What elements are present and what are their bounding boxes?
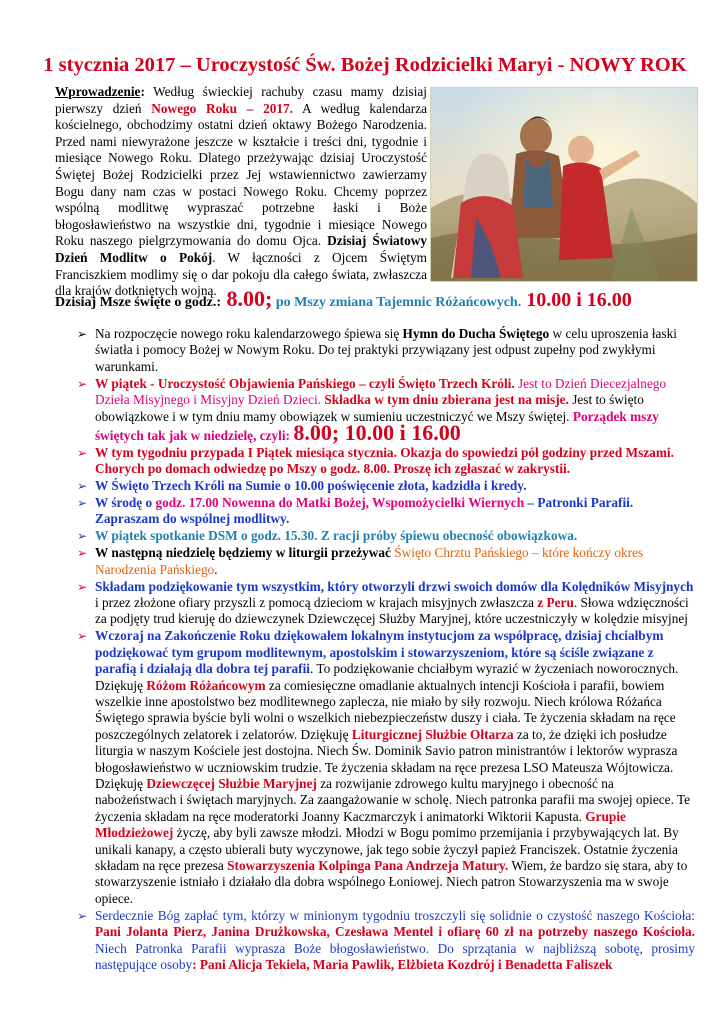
first-friday-note: W tym tygodniu przypada I Piątek miesiąca stycznia. Okazja do spowiedzi pół godziny przed Mszami. Chorych po domach odwiedzę po Mszy o godz. 8.00. Proszę ich zgłaszać w zakrystii. xyxy=(95,444,674,477)
rosary-change-note: po Mszy zmiana Tajemnic Różańcowych. xyxy=(272,295,522,310)
intro-label: Wprowadzenie xyxy=(55,84,141,99)
list-item xyxy=(77,579,695,628)
arrow-bullet-icon: ➢ xyxy=(77,629,88,644)
baptism-feast-end: Narodzenia Pańskiego xyxy=(95,561,215,577)
mission-day-note: Jest to Dzień Diecezjalnego Dzieła Misyjnego i Misyjny Dzień Dzieci. xyxy=(95,375,667,408)
list-item xyxy=(77,445,695,478)
mass-time-sep: i xyxy=(571,289,587,311)
arrow-bullet-icon: ➢ xyxy=(77,546,88,561)
intro-peace-day: Dzisiaj Światowy Dzień Modlitw o Pokój xyxy=(55,233,427,265)
page-title: 1 stycznia 2017 – Uroczystość Św. Bożej Rodzicielki Maryi - NOWY ROK xyxy=(43,54,687,76)
peru-highlight: z Peru xyxy=(537,595,574,610)
holy-family-image xyxy=(430,87,698,282)
item-text: Wiem, że bardzo się stara, aby to stowarzyszenie istniało i działało dla dobra wspólnego Łoniowej. Niech patron Stowarzyszenia ma w swoje opiece. xyxy=(95,858,688,906)
group-marian-service: Dziewczęcej Służbie Maryjnej xyxy=(146,775,317,791)
mass-times-line xyxy=(55,285,715,317)
group-kolping: Stowarzyszenia Kolpinga Pana Andrzeja Matury. xyxy=(227,858,509,873)
list-item xyxy=(77,545,695,578)
announcements-list xyxy=(77,326,695,974)
arrow-bullet-icon: ➢ xyxy=(77,479,88,494)
list-item xyxy=(77,326,695,375)
arrow-bullet-icon: ➢ xyxy=(77,529,88,544)
blessing-note: poświęcenie złota, kadzidła i kredy. xyxy=(327,478,527,494)
item-text: Jest to święto obowiązkowe i w tym dniu mamy obowiązek w sumieniu uczestniczyć we Mszy świętej. xyxy=(95,392,644,424)
arrow-bullet-icon: ➢ xyxy=(77,908,88,923)
intro-new-year: Nowego Roku – 2017. xyxy=(151,100,294,116)
item-text: Serdecznie Bóg zapłać tym, którzy w minionym tygodniu troszczyli się solidnie o czystość naszego Kościoła: xyxy=(95,907,695,923)
item-text: . Słowa wdzięczności za podjęty trud kieruję do dziewczynek Dziewczęcej Służby Maryjnej, które uczestniczyły w kolędzie misyjnej xyxy=(95,595,689,627)
group-altar-servers: Liturgicznej Służbie Ołtarza xyxy=(351,726,514,742)
novena-note: godz. 17.00 Nowenna do Matki Bożej, Wspomożycielki Wiernych xyxy=(155,495,525,511)
group-rosary: Różom Różańcowym xyxy=(146,677,266,693)
dsm-meeting-note: W piątek spotkanie DSM o godz. 15.30. Z racji próby śpiewu obecność obowiązkowa. xyxy=(95,528,578,544)
list-item xyxy=(77,528,695,544)
arrow-bullet-icon: ➢ xyxy=(77,445,88,460)
item-text: W środę o xyxy=(95,495,156,511)
arrow-bullet-icon: ➢ xyxy=(77,376,88,391)
item-text: Niech Patronka Parafii wyprasza Boże błogosławieństwo. Do sprzątania w najbliższą sobotę, prosimy następujące osoby xyxy=(95,940,695,972)
thanks-groups-heading: Wczoraj na Zakończenie Roku dziękowałem lokalnym instytucjom za współpracę, dzisiaj chciałbym podziękować tym grupom modlitewnym, apostolskim i stowarzyszeniom, które są ściśle związane z parafią i działają dla dobra tej parafii xyxy=(95,628,664,677)
holy-family-illustration xyxy=(431,88,697,281)
item-text: . xyxy=(214,561,218,577)
arrow-bullet-icon: ➢ xyxy=(77,496,88,511)
item-text: . To podziękowanie chciałbym wyrazić w życzeniach noworocznych. Dziękuję xyxy=(95,661,679,693)
mass-order-times: 8.00; 10.00 i 16.00 xyxy=(293,419,461,445)
item-text: W następną niedzielę będziemy w liturgii przeżywać xyxy=(95,545,395,561)
item-text: życzę, aby byli zawsze młodzi. Młodzi w Bogu pomimo przemijania i przybywających lat. By unikali kanapy, a często ubierali buty wyczynowe, jak tego sobie życzył papież Franciszek. Ostatnie życzenia składam na ręce prezesa xyxy=(95,825,679,873)
list-item xyxy=(77,495,695,528)
item-text: Na rozpoczęcie nowego roku kalendarzowego śpiewa się xyxy=(95,326,403,341)
cleaning-thanks-names: Pani Jolanta Pierz, Janina Drużkowska, Czesława Mentel i ofiarę 60 zł na potrzeby naszego Kościoła. xyxy=(95,924,695,940)
intro-text-3: . W łączności z Ojcem Świętym Franciszkiem modlimy się o dar pokoju dla całego świata, zwłaszcza dla krajów dotkniętych wojną. xyxy=(55,249,428,299)
list-item xyxy=(77,376,695,445)
intro-text-2: A według kalendarza kościelnego, obchodzimy ostatni dzień oktawy Bożego Narodzenia. Przed nami niewyrażone jeszcze w kształcie i treści dni, tygodnie i miesiące Nowego Roku. Dlatego przeżywając dzisiaj Uroczystość Świętej Bożej Rodzicielki przez Jej wstawiennictwo zawierzamy Bogu dany nam czas w postaci Nowego Roku. Chcemy poprzez wspólną modlitwę wypraszać potrzebne łaski i Boże błogosławieństwo na wszystkie dni, tygodnie i miesiące Nowego Roku naszego pielgrzymowania do domu Ojca. xyxy=(55,100,427,249)
item-text: za to, że dzięki ich posłudze liturgia w naszym Kościele jest dostojna. Niech Św. Dominik Savio patron ministrantów i lektorów wyprasza błogosławieństwo w uczniowskim trudzie. Te życzenia składam na ręce prezesa LSO Mateusza Wójtowicza. Dziękuję xyxy=(95,726,678,791)
hymn-name: Hymn do Ducha Świętego xyxy=(402,326,550,341)
item-text: – Patronki Parafii. Zapraszam do wspólnej modlitwy. xyxy=(95,495,634,527)
mass-time-first: 8.00; xyxy=(221,286,273,311)
mass-time-third: 16.00 xyxy=(586,289,632,311)
item-text: za rozwijanie zdrowego kultu maryjnego i obecność na nabożeństwach i świętach maryjnych. Za zaangażowanie w scholę. Niech patronka parafii ma swojej opiece. Te życzenia składam na ręce moderatorki Joanny Kaczmarczyk i animatorki Wiktorii Kapusta. xyxy=(95,775,691,824)
item-text: i przez złożone ofiary przyszli z pomocą dzieciom w krajach misyjnych zwłaszcza xyxy=(95,595,538,610)
epiphany-heading: W piątek - Uroczystość Objawienia Pańskiego – czyli Święto Trzech Króli. xyxy=(95,375,515,391)
list-item xyxy=(77,628,695,907)
group-youth: Grupie Młodzieżowej xyxy=(95,808,626,841)
baptism-feast: Święto Chrztu Pańskiego – które kończy okres xyxy=(394,545,644,561)
intro-paragraph xyxy=(55,84,427,300)
intro-colon: : xyxy=(140,84,145,99)
item-text: w celu uproszenia łaski światła i pomocy Bożej w Nowym Roku. Do tej praktyki przywiązany jest odpust zupełny pod zwykłymi warunkami. xyxy=(95,326,677,374)
mass-times-label: Dzisiaj Msze święte o godz.: xyxy=(55,295,222,310)
mass-time-second: 10.00 xyxy=(521,289,572,311)
arrow-bullet-icon: ➢ xyxy=(77,327,88,341)
thanks-carolers: Składam podziękowanie tym wszystkim, który otworzyli drzwi swoich domów dla Kolędników Misyjnych xyxy=(95,578,694,594)
mass-order-note: Porządek mszy świętych tak jak w niedzielę, czyli: xyxy=(95,408,659,443)
collection-note: Składka w tym dniu zbierana jest na misje. xyxy=(321,392,569,408)
list-item xyxy=(77,478,695,494)
list-item xyxy=(77,908,695,974)
item-text: za comiesięczne omadlanie aktualnych intencji Kościoła i parafii, bowiem wszelkie inne apostolstwo bez modlitewnego zaplecza, nie miało by siły rozwoju. Niech królowa Różańca Świętego sprawia byście byli wolni o wszelkich niebezpieczeństw duszy i ciała. Te życzenia składam na ręce poszczególnych zelatorek i zelatorów. Dziękuję xyxy=(95,677,676,742)
intro-text-1: Według świeckiej rachuby czasu mamy dzisiaj pierwszy dzień xyxy=(55,84,427,116)
item-text: W Święto Trzech Króli na Sumie o 10.00 xyxy=(95,478,328,494)
arrow-bullet-icon: ➢ xyxy=(77,579,88,594)
cleaning-next-names: : Pani Alicja Tekiela, Maria Pawlik, Elżbieta Kozdrój i Benadetta Faliszek xyxy=(192,956,613,972)
